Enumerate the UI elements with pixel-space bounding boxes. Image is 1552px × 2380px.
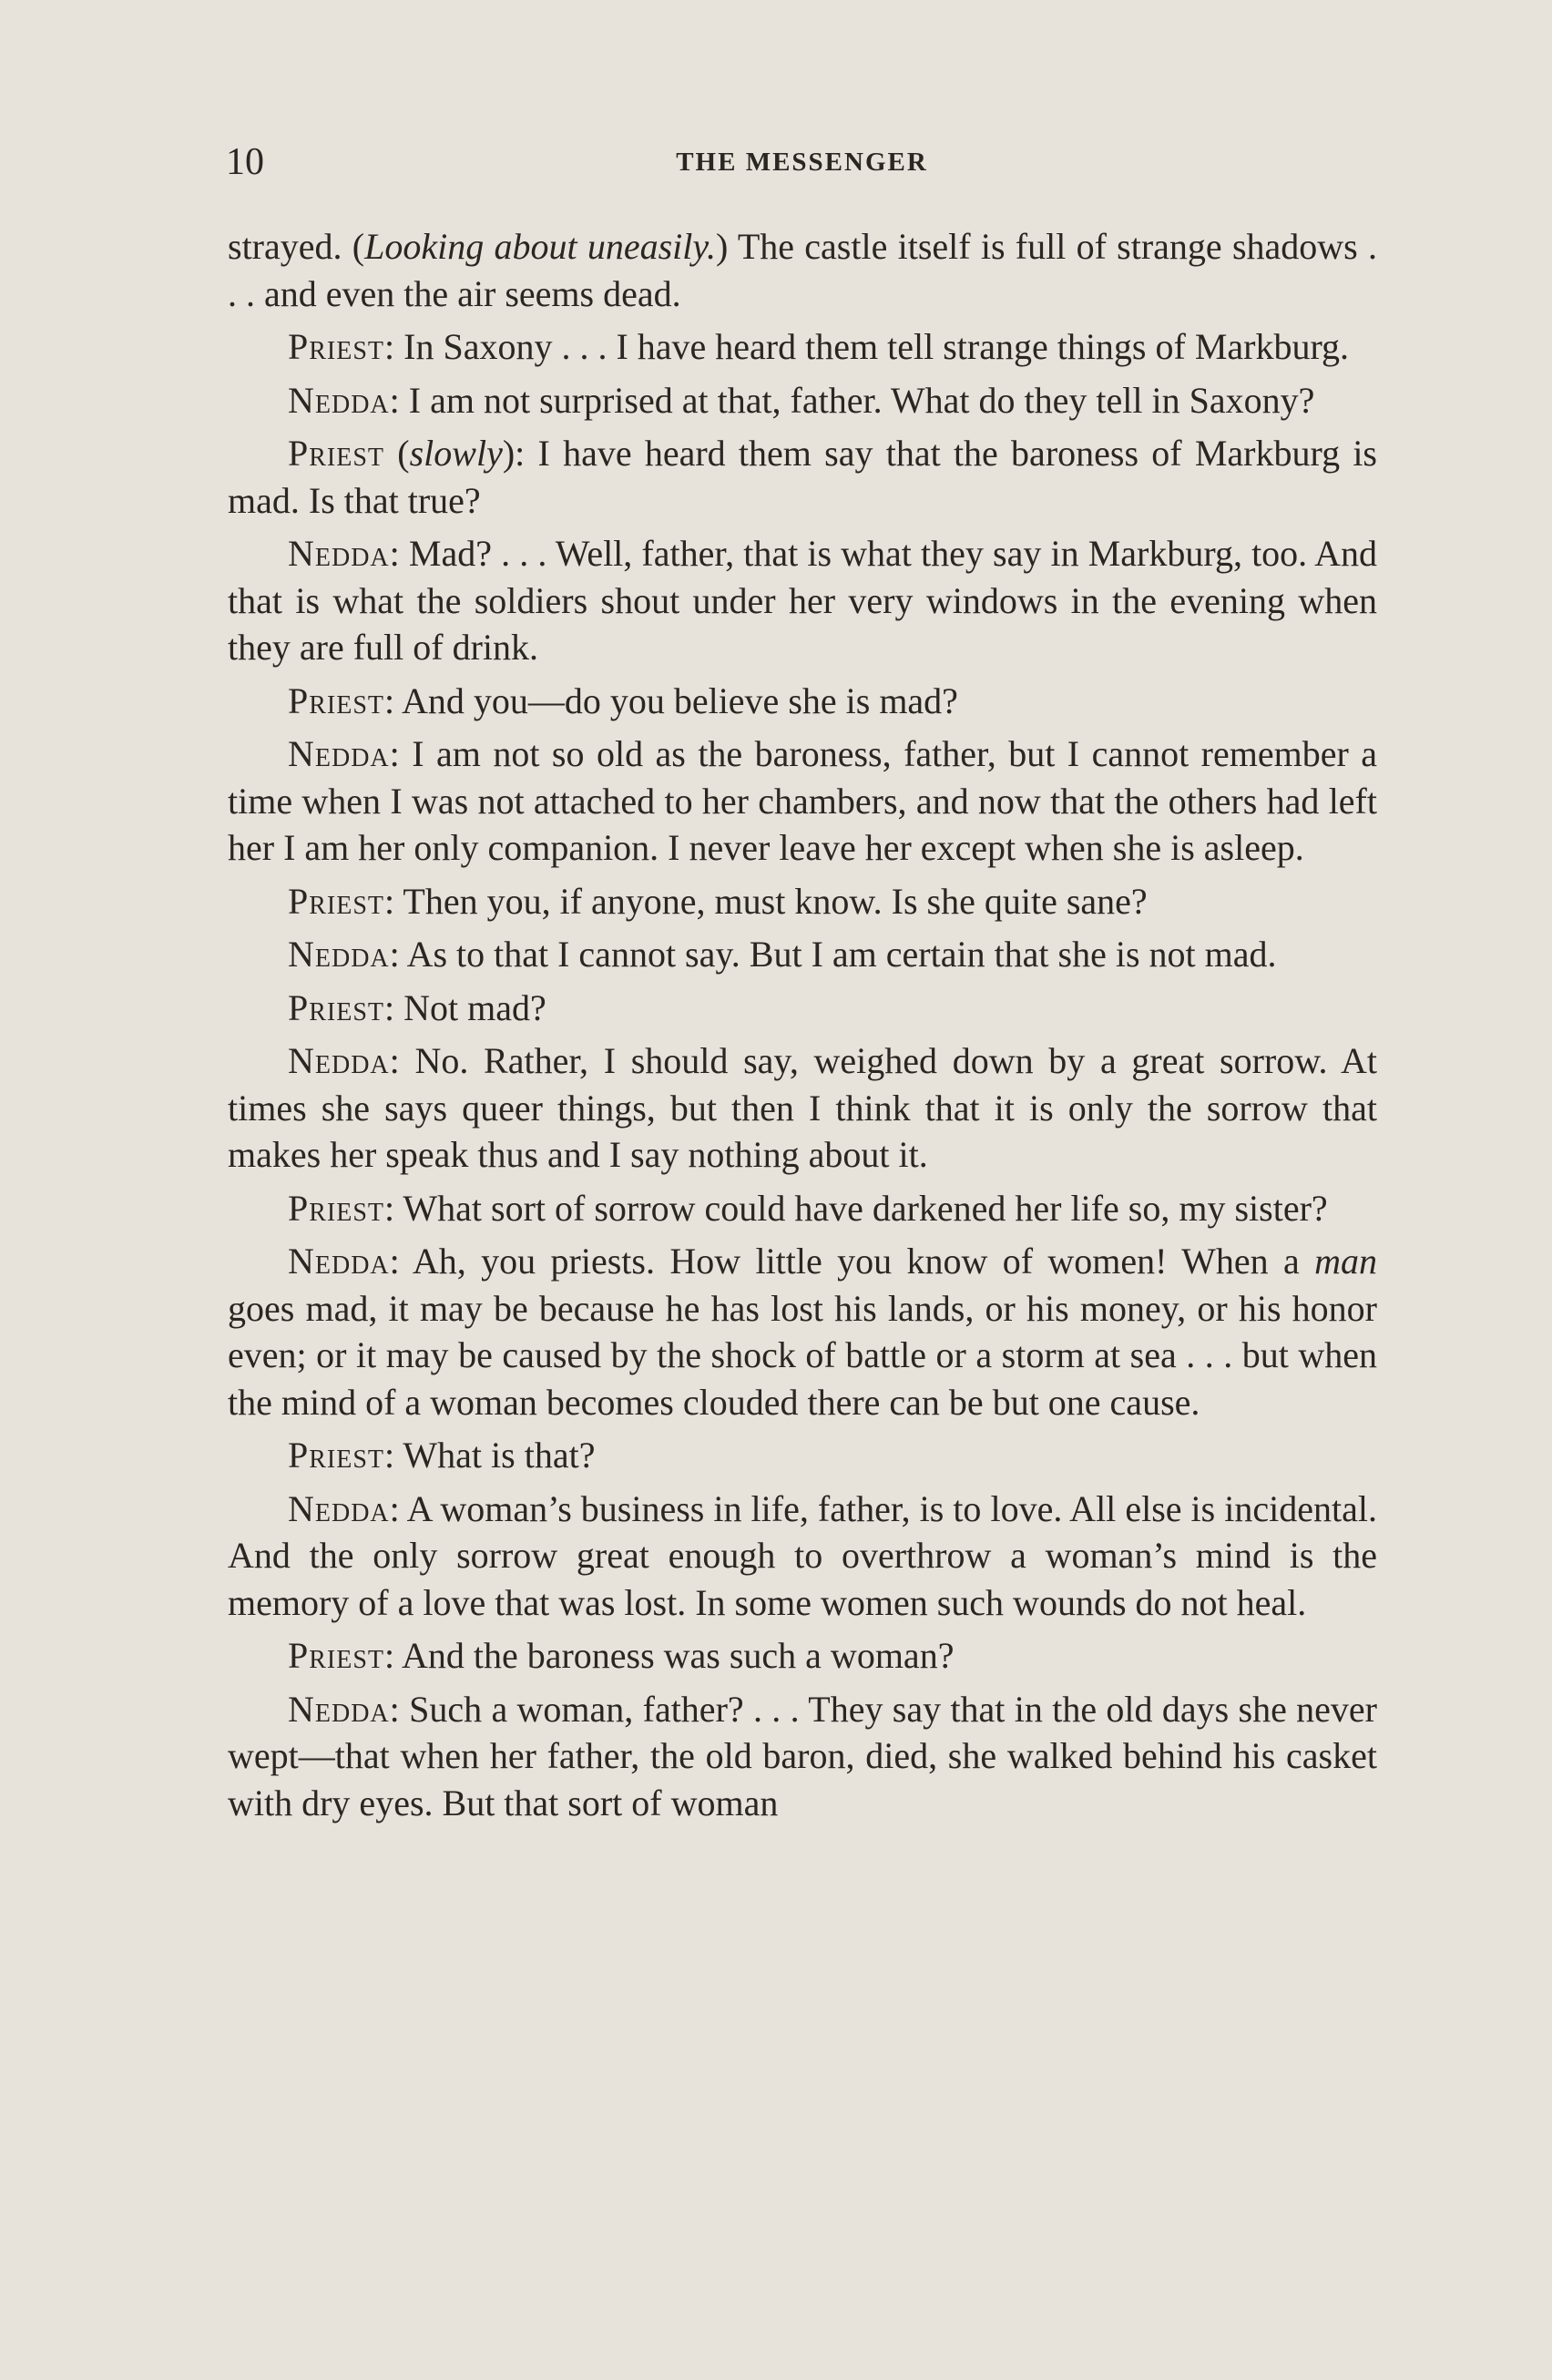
dialogue-text: : Then you, if anyone, must know. Is she quite sane? [384, 880, 1148, 922]
speaker-name: Priest [288, 1635, 385, 1676]
speaker-name: Priest [288, 1435, 385, 1476]
dialogue-paragraph [228, 530, 1377, 671]
continuation-paragraph [228, 223, 1377, 317]
dialogue-paragraph [228, 1686, 1377, 1827]
dialogue-text: : Mad? . . . Well, father, that is what they say in Markburg, too. And that is what the soldiers shout under her very windows in the evening when they are full of drink. [228, 533, 1377, 668]
speaker-name: Priest [288, 433, 385, 474]
dialogue-paragraph [228, 985, 1377, 1032]
stage-direction: Looking about uneasily. [364, 226, 716, 267]
dialogue-text: ( [384, 433, 410, 474]
dialogue-text: : Such a woman, father? . . . They say that in the old days she never wept—that when her father, the old baron, died, she walked behind his casket with dry eyes. But that sort of woman [228, 1688, 1377, 1823]
dialogue-text: : I am not surprised at that, father. What do they tell in Saxony? [389, 379, 1315, 421]
dialogue-paragraph [228, 323, 1377, 371]
speaker-name: Nedda [288, 1487, 390, 1529]
dialogue-paragraph [228, 730, 1377, 872]
dialogue-text: : A woman’s business in life, father, is to love. All else is incidental. And the only sorrow great enough to overthrow a woman’s mind is the memory of a love that was lost. In some women such wounds do not heal. [228, 1487, 1377, 1623]
speaker-name: Nedda [288, 533, 390, 574]
dialogue-paragraph [228, 1432, 1377, 1479]
running-title: THE MESSENGER [676, 148, 928, 177]
speaker-name: Nedda [288, 379, 390, 421]
speaker-name: Nedda [288, 1241, 390, 1282]
dialogue-text: : What is that? [384, 1435, 596, 1476]
dialogue-text: strayed. ( [228, 226, 365, 267]
speaker-name: Priest [288, 1187, 385, 1229]
speaker-name: Nedda [288, 934, 390, 975]
dialogue-text: : I am not so old as the baroness, father, but I cannot remember a time when I was not attached to her chambers, and now that the others had left her I am her only companion. I never leave her except when she is asleep. [228, 733, 1377, 868]
speaker-name: Priest [288, 326, 385, 367]
dialogue-text: : And the baroness was such a woman? [384, 1635, 955, 1676]
speaker-name: Priest [288, 986, 385, 1028]
stage-direction: slowly [409, 433, 503, 474]
dialogue-text: : What sort of sorrow could have darkened her life so, my sister? [384, 1187, 1328, 1229]
dialogue-paragraph [228, 931, 1377, 978]
dialogue-paragraph [228, 430, 1377, 524]
body-text [228, 223, 1377, 1833]
page-number: 10 [226, 141, 264, 183]
dialogue-text: : In Saxony . . . I have heard them tell strange things of Markburg. [384, 326, 1350, 367]
dialogue-text: goes mad, it may be because he has lost his lands, or his money, or his honor even; or it may be caused by the shock of battle or a storm at sea . . . but when the mind of a woman becomes clouded there can be but one cause. [228, 1287, 1377, 1423]
dialogue-paragraph [228, 1632, 1377, 1680]
running-head [226, 135, 1378, 189]
speaker-name: Nedda [288, 1040, 390, 1081]
dialogue-text: : And you—do you believe she is mad? [384, 679, 958, 721]
speaker-name: Nedda [288, 1688, 390, 1730]
dialogue-paragraph [228, 1238, 1377, 1425]
speaker-name: Nedda [288, 733, 390, 774]
dialogue-text: ) The castle itself is full of strange shadows . . . and even the air seems dead. [228, 226, 1377, 314]
stage-direction: man [1314, 1241, 1377, 1282]
dialogue-paragraph [228, 878, 1377, 925]
dialogue-text: : Ah, you priests. How little you know of women! When a [389, 1241, 1315, 1282]
dialogue-paragraph [228, 377, 1377, 424]
dialogue-paragraph [228, 1037, 1377, 1179]
dialogue-paragraph [228, 678, 1377, 725]
speaker-name: Priest [288, 679, 385, 721]
dialogue-text: : As to that I cannot say. But I am certain that she is not mad. [389, 934, 1277, 975]
dialogue-paragraph [228, 1486, 1377, 1627]
dialogue-text: : Not mad? [384, 986, 546, 1028]
speaker-name: Priest [288, 880, 385, 922]
dialogue-text: ): I have heard them say that the baroness of Markburg is mad. Is that true? [228, 433, 1378, 521]
dialogue-paragraph [228, 1185, 1377, 1232]
dialogue-text: : No. Rather, I should say, weighed down by a great sorrow. At times she says queer things, but then I think that it is only the sorrow that makes her speak thus and I say nothing about it. [228, 1040, 1377, 1175]
